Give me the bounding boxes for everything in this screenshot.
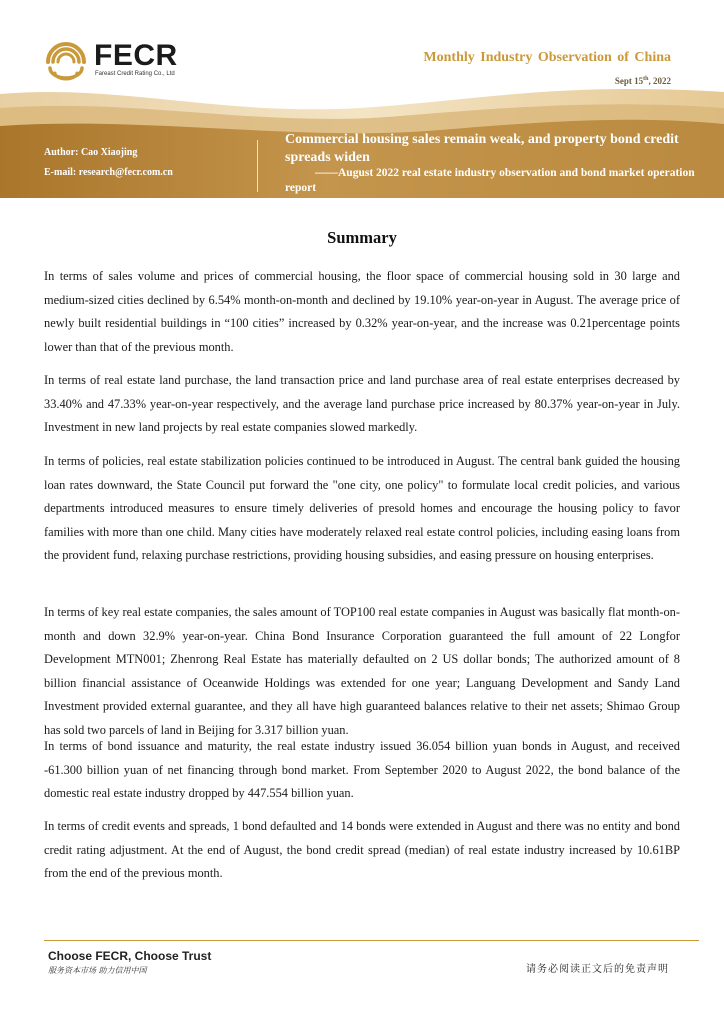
summary-paragraph-bonds: In terms of bond issuance and maturity, the real estate industry issued 36.054 billion yuan bonds in August, and received -61.300 billion yuan of net financing through bond market. From September 2020 to August 2022, the bond balance of the domestic real estate industry dropped by 447.554 billion yuan. (44, 739, 680, 800)
report-subtitle: ——August 2022 real estate industry observation and bond market operation report (285, 167, 695, 194)
email-line: E-mail: research@fecr.com.cn (44, 167, 173, 178)
summary-paragraph-credit: In terms of credit events and spreads, 1 bond defaulted and 14 bonds were extended in August and there was no entity and bond credit rating adjustment. At the end of August, the bond credit spread (median) of real estate industry increased by 10.61BP from the end of the previous month. (44, 819, 680, 880)
logo-wordmark: FECR (94, 39, 178, 72)
fecr-emblem-icon (44, 40, 88, 84)
report-date (615, 73, 671, 87)
footer-disclaimer: 请务必阅读正文后的免责声明 (526, 964, 669, 975)
report-title: Commercial housing sales remain weak, and property bond credit spreads widen (285, 132, 679, 165)
summary-heading: Summary (327, 228, 397, 247)
footer-slogan: Choose FECR, Choose Trust (48, 949, 212, 963)
summary-paragraph-companies: In terms of key real estate companies, the sales amount of TOP100 real estate companies in August was basically flat month-on-month and down 32.9% year-on-year. China Bond Insurance Corporation guaranteed the full amount of 22 Longfor Development MTN001; Zhenrong Real Estate has materially defaulted on 2 US dollar bonds; The authorized amount of 8 billion financial assistance of Oceanwide Holdings was extended for one year; Languang Development and Sandy Land Investment provided external guarantee, and they all have high guaranteed balances relative to their net assets; Shimao Group has sold two parcels of land in Beijing for 3.317 billion yuan. (44, 605, 680, 737)
report-series-title: Monthly Industry Observation of China (423, 50, 671, 65)
logo-company-name: Fareast Credit Rating Co., Ltd (95, 71, 175, 77)
summary-paragraph-policies: In terms of policies, real estate stabilization policies continued to be introduced in August. The central bank guided the housing loan rates downward, the State Council put forward the "one city, one policy" to formulate local credit policies, and various departments introduced measures to ensure timely deliveries of presold homes and encourage the housing policy to favor families with more than one child. Many cities have moderately relaxed real estate control policies, including easing loans from the provident fund, relaxing purchase restrictions, providing housing subsidies, and easing pressure on housing enterprises. (44, 454, 680, 562)
author-line: Author: Cao Xiaojing (44, 147, 138, 158)
footer-divider (44, 940, 699, 941)
summary-paragraph-land: In terms of real estate land purchase, the land transaction price and land purchase area of real estate enterprises decreased by 33.40% and 47.33% year-on-year respectively, and the average land purchase price increased by 80.37% year-on-year in July. Investment in new land projects by real estate companies slowed markedly. (44, 373, 680, 434)
fecr-logo (44, 40, 204, 84)
banner-divider (257, 140, 258, 192)
summary-paragraph-sales: In terms of sales volume and prices of commercial housing, the floor space of commercial housing sold in 30 large and medium-sized cities declined by 6.54% month-on-month and declined by 19.10% year-on-year in August. The average price of newly built residential buildings in “100 cities” increased by 0.32% year-on-year, and the increase was 0.21percentage points lower than that of the previous month. (44, 269, 680, 354)
date-day: Sept 15 (614, 76, 644, 86)
footer-tagline: 服务资本市场 助力信用中国 (48, 966, 147, 975)
date-year: , 2022 (648, 76, 671, 86)
date-ordinal: th (643, 76, 649, 82)
